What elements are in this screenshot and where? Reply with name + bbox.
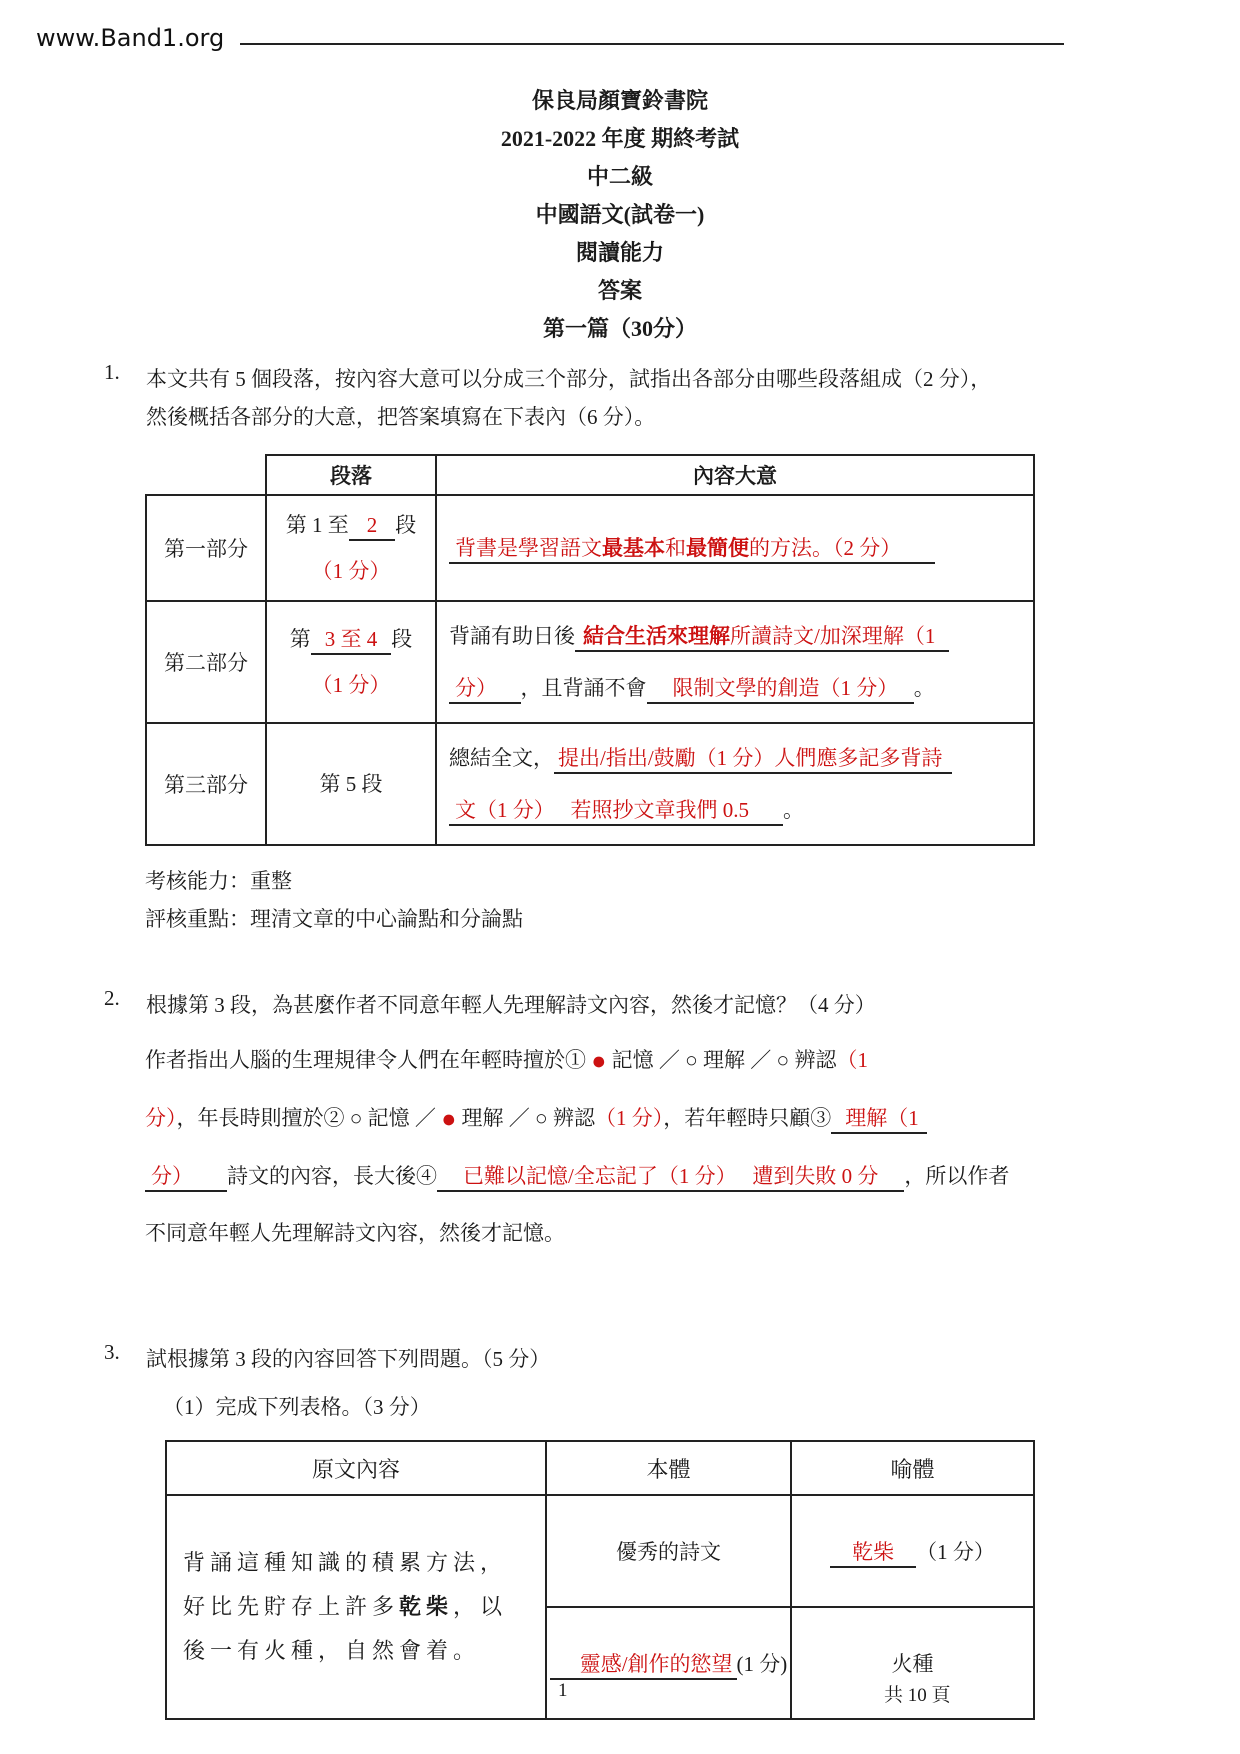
total-pages: 共 10 頁 (884, 1685, 951, 1706)
part2-sum-d: 分） (449, 676, 521, 704)
source-text-c: ，以後一有火種，自然會着。 (183, 1594, 508, 1663)
q2-l1-b: 記憶 ／ ○ 理解 ／ ○ 辨認 (606, 1048, 837, 1072)
table1-row-part3 (146, 723, 1034, 845)
row2-tenor-answer: 靈感/創作的慾望 (550, 1652, 737, 1680)
part1-label: 第一部分 (146, 495, 266, 601)
table2-row1 (166, 1495, 1034, 1607)
school-name: 保良局顏寶鈴書院 (531, 88, 708, 113)
q2-l2-d: ，若年輕時只顧③ (663, 1106, 832, 1130)
row2-tenor-cell (546, 1607, 791, 1719)
part2-para-pre: 第 (289, 627, 311, 651)
row2-vehicle-cell: 火種 (791, 1607, 1034, 1719)
part2-label: 第二部分 (146, 601, 266, 723)
page-number: 1 (558, 1680, 568, 1701)
q2-l1-a: 作者指出人腦的生理規律令人們在年輕時擅於① (145, 1048, 592, 1072)
grade-level: 中二級 (586, 164, 653, 189)
section-heading: 第一篇（30分） (542, 316, 697, 341)
question-1-text (146, 360, 1180, 436)
q2-l3-d: ，所以作者 (904, 1164, 1010, 1188)
question-3-text: 試根據第 3 段的內容回答下列問題。（5 分） (146, 1347, 551, 1371)
answer-table-1 (145, 454, 1035, 846)
part2-summary-line1 (449, 610, 1027, 662)
part1-para-post: 段 (395, 513, 417, 537)
title-block (0, 82, 1240, 348)
question-3-sub1: （1）完成下列表格。（3 分） (163, 1395, 431, 1419)
q2-blank3-cont: 分） (145, 1164, 227, 1192)
q2-answer-line3 (145, 1148, 1200, 1205)
part3-summary-blank2: 文（1 分） 若照抄文章我們 0.5 (449, 798, 783, 826)
exam-session: 2021-2022 年度 期終考試 (500, 126, 740, 151)
part2-sum-g: 。 (913, 676, 935, 700)
part1-summary-underline (449, 536, 935, 564)
question-2-answer (145, 1032, 1200, 1262)
question-3 (104, 1340, 1180, 1378)
part3-summary-line1 (449, 732, 1027, 784)
q2-l1-mark: （1 (836, 1048, 868, 1072)
table1-header-row (146, 455, 1034, 495)
row2-tenor-mark: (1 分) (736, 1652, 788, 1676)
question-2 (104, 986, 1180, 1024)
question-1-line1: 本文共有 5 個段落，按內容大意可以分成三个部分，試指出各部分由哪些段落組成（2 分）， (146, 367, 992, 391)
row1-vehicle-answer: 乾柴 (830, 1540, 916, 1568)
part2-paragraph-answer: 3 至 4 (311, 627, 392, 655)
part1-para-pre: 第 1 至 (285, 513, 349, 537)
q2-answer-line1 (145, 1032, 1200, 1090)
answers-heading: 答案 (597, 278, 642, 303)
site-header (0, 0, 1240, 52)
table2-header-vehicle: 喻體 (791, 1441, 1034, 1495)
header-rule (240, 43, 1064, 45)
part2-paragraph-mark: （1 分） (311, 673, 391, 697)
row1-tenor-cell: 優秀的詩文 (546, 1495, 791, 1607)
q2-l2-b: 理解 ／ ○ 辨認 (456, 1106, 595, 1130)
source-text-bold: 乾柴 (399, 1594, 454, 1619)
part3-paragraph-cell: 第 5 段 (266, 723, 436, 845)
part1-paragraph-line (267, 502, 435, 548)
part1-paragraph-mark: （1 分） (311, 559, 391, 583)
answer-table-2 (165, 1440, 1035, 1720)
table1-header-empty (146, 455, 266, 495)
part3-label: 第三部分 (146, 723, 266, 845)
question-2-number: 2. (104, 986, 120, 1010)
question-1 (104, 360, 1180, 436)
part1-paragraph-answer: 2 (349, 513, 396, 541)
part2-summary-line2 (449, 662, 1027, 714)
table1-row-part1 (146, 495, 1034, 601)
part1-summary-cell (436, 495, 1034, 601)
q2-l2-a: ，年長時則擅於② ○ 記憶 ／ (176, 1106, 442, 1130)
site-url: www.Band1.org (36, 24, 225, 52)
q2-l3-b: 詩文的內容，長大後④ (227, 1164, 437, 1188)
part1-sum-e: 的方法。（2 分） (749, 536, 902, 560)
q2-answer-line2 (145, 1090, 1200, 1148)
part1-summary-answer (449, 522, 1027, 574)
source-text-cell (166, 1495, 546, 1719)
table1-header-summary: 內容大意 (436, 455, 1034, 495)
q2-blank3-answer: 理解（1 (831, 1106, 927, 1134)
table2-header-row (166, 1441, 1034, 1495)
table1-header-paragraph: 段落 (266, 455, 436, 495)
table2-header-source: 原文內容 (166, 1441, 546, 1495)
source-text-a: 背誦這種知識的積累方法，好比先貯存上許多 (183, 1550, 508, 1619)
table1-row-part2 (146, 601, 1034, 723)
part2-summary-blank1 (575, 624, 949, 652)
part3-summary-blank1: 提出/指出/鼓勵（1 分）人們應多記多背詩 (554, 746, 952, 774)
part1-paragraph-cell (266, 495, 436, 601)
part3-sum-d: 。 (783, 798, 804, 822)
row1-vehicle-mark: （1 分） (916, 1540, 995, 1564)
part2-summary-cell (436, 601, 1034, 723)
part2-sum-e: ，且背誦不會 (520, 676, 647, 700)
part2-paragraph-cell (266, 601, 436, 723)
q2-blank4-answer: 已難以記憶/全忘記了（1 分） 遭到失敗 0 分 (437, 1164, 904, 1192)
question-1-number: 1. (104, 360, 120, 384)
q2-choice2-filled-dot: ● (441, 1106, 457, 1133)
marking-notes (145, 862, 1240, 938)
table2-header-tenor: 本體 (546, 1441, 791, 1495)
part2-sum-b: 結合生活來理解 (583, 624, 730, 648)
question-1-line2: 然後概括各部分的大意，把答案填寫在下表內（6 分）。 (146, 405, 656, 429)
part2-sum-a: 背誦有助日後 (449, 624, 575, 648)
part2-para-post: 段 (391, 627, 413, 651)
part1-sum-b: 最基本 (602, 536, 665, 560)
q2-answer-line4: 不同意年輕人先理解詩文內容，然後才記憶。 (145, 1221, 565, 1245)
part3-summary-line2 (449, 784, 1027, 836)
part3-summary-cell (436, 723, 1034, 845)
row1-vehicle-cell (791, 1495, 1034, 1607)
part2-sum-c: 所讀詩文/加深理解（1 (730, 624, 936, 648)
paper-type: 閱讀能力 (575, 240, 664, 265)
q2-l2-mark: （1 分） (594, 1106, 664, 1130)
marking-focus: 評核重點：理清文章的中心論點和分論點 (145, 907, 523, 931)
part1-sum-d: 最簡便 (686, 536, 749, 560)
part1-sum-c: 和 (665, 536, 686, 560)
assessed-skill: 考核能力：重整 (145, 869, 292, 893)
part2-paragraph-line (267, 616, 435, 662)
part1-sum-a: 背書是學習語文 (455, 536, 602, 560)
part2-summary-blank2: 限制文學的創造（1 分） (647, 676, 914, 704)
q2-l2-r: 分） (145, 1106, 177, 1130)
q2-choice1-filled-dot: ● (591, 1048, 607, 1075)
question-2-text: 根據第 3 段，為甚麼作者不同意年輕人先理解詩文內容，然後才記憶？（4 分） (146, 993, 876, 1017)
subject-name: 中國語文(試卷一) (535, 202, 705, 227)
question-3-number: 3. (104, 1340, 120, 1364)
part3-sum-a: 總結全文， (449, 746, 554, 770)
